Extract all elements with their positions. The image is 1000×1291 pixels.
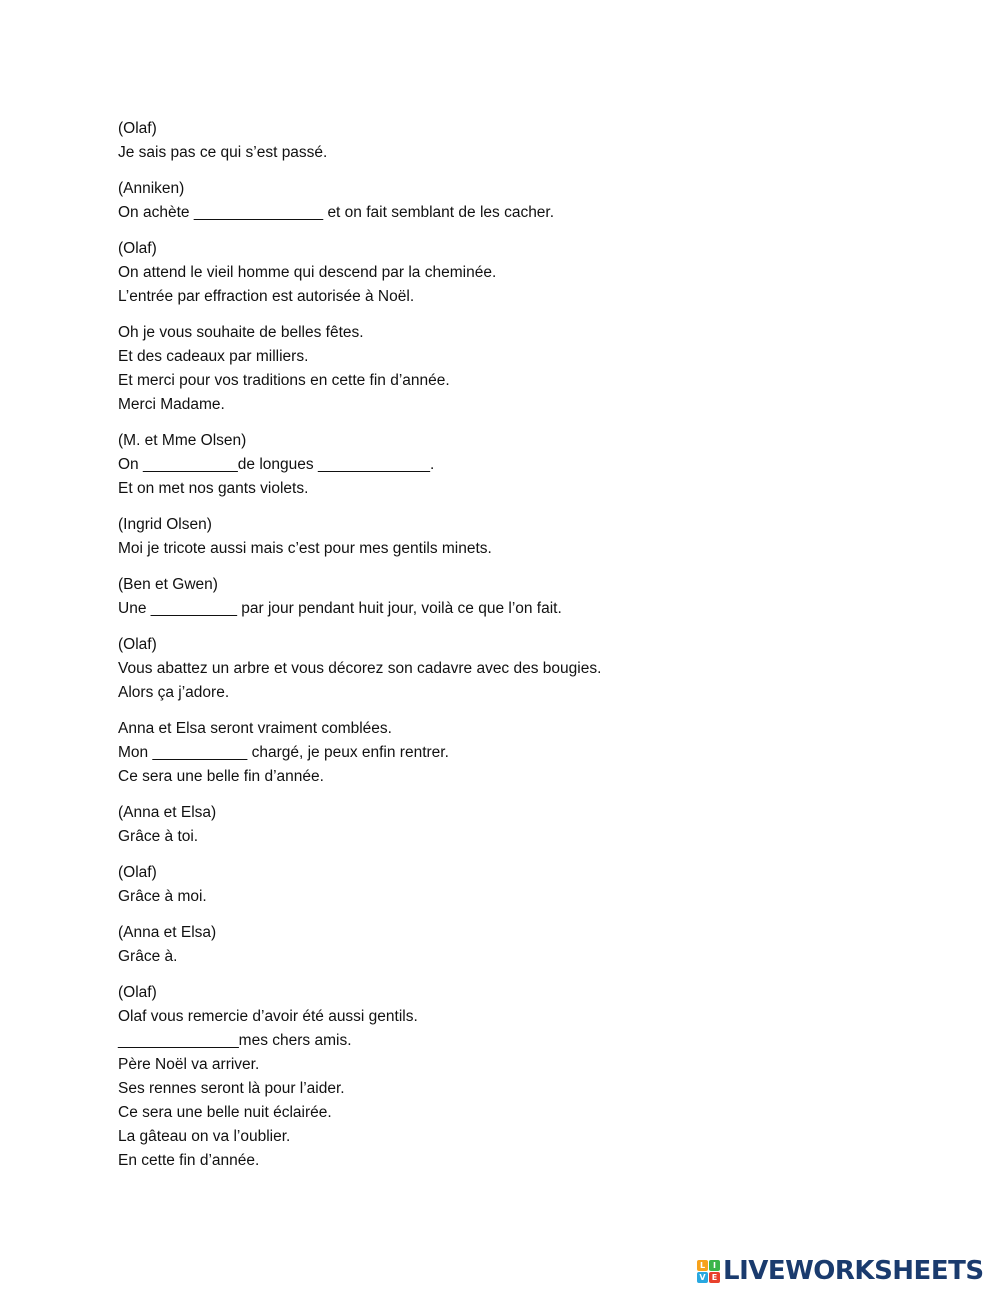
lyric-line: Grâce à toi.	[118, 828, 199, 845]
stanza	[118, 861, 878, 909]
lyric-line: Olaf vous remercie d’avoir été aussi gentils.	[118, 1008, 418, 1025]
logo-mark-cell: V	[697, 1272, 708, 1283]
stanza	[118, 117, 878, 165]
liveworksheets-logo	[697, 1255, 984, 1287]
lyric-line: Une __________ par jour pendant huit jour, voilà ce que l’on fait.	[118, 600, 562, 617]
stanza	[118, 801, 878, 849]
lyric-line: Ses rennes seront là pour l’aider.	[118, 1080, 345, 1097]
lyrics-text	[118, 117, 878, 1185]
stanza	[118, 717, 878, 789]
lyric-line: Anna et Elsa seront vraiment comblées.	[118, 720, 392, 737]
lyric-line: (Olaf)	[118, 120, 157, 137]
stanza	[118, 429, 878, 501]
lyric-line: Grâce à.	[118, 948, 178, 965]
lyric-line: (Olaf)	[118, 984, 157, 1001]
lyric-line: Et des cadeaux par milliers.	[118, 348, 309, 365]
stanza	[118, 573, 878, 621]
lyric-line: (Olaf)	[118, 240, 157, 257]
logo-wordmark: LIVEWORKSHEETS	[723, 1256, 984, 1286]
lyric-line: (Anniken)	[118, 180, 185, 197]
lyric-line: La gâteau on va l’oublier.	[118, 1128, 291, 1145]
logo-mark-cell: I	[709, 1260, 720, 1271]
lyric-line: Vous abattez un arbre et vous décorez son cadavre avec des bougies.	[118, 660, 602, 677]
logo-mark-cell: L	[697, 1260, 708, 1271]
lyric-line: On achète _______________ et on fait semblant de les cacher.	[118, 204, 555, 221]
lyric-line: On ___________de longues _____________.	[118, 456, 435, 473]
lyric-line: (Ben et Gwen)	[118, 576, 218, 593]
lyric-line: Et on met nos gants violets.	[118, 480, 309, 497]
stanza	[118, 177, 878, 225]
lyric-line: Alors ça j’adore.	[118, 684, 230, 701]
stanza	[118, 237, 878, 309]
lyric-line: Mon ___________ chargé, je peux enfin rentrer.	[118, 744, 449, 761]
stanza	[118, 981, 878, 1173]
stanza	[118, 513, 878, 561]
lyric-line: On attend le vieil homme qui descend par la cheminée.	[118, 264, 497, 281]
lyric-line: Moi je tricote aussi mais c’est pour mes gentils minets.	[118, 540, 492, 557]
lyric-line: Oh je vous souhaite de belles fêtes.	[118, 324, 364, 341]
logo-mark-cell: E	[709, 1272, 720, 1283]
lyric-line: (Anna et Elsa)	[118, 804, 217, 821]
lyric-line: Ce sera une belle nuit éclairée.	[118, 1104, 332, 1121]
lyric-line: (Olaf)	[118, 864, 157, 881]
stanza	[118, 321, 878, 417]
lyric-line: Merci Madame.	[118, 396, 225, 413]
lyric-line: Ce sera une belle fin d’année.	[118, 768, 324, 785]
lyric-line: ______________mes chers amis.	[118, 1032, 352, 1049]
lyric-line: Père Noël va arriver.	[118, 1056, 260, 1073]
lyric-line: Et merci pour vos traditions en cette fin d’année.	[118, 372, 450, 389]
lyric-line: En cette fin d’année.	[118, 1152, 260, 1169]
lyric-line: (Olaf)	[118, 636, 157, 653]
stanza	[118, 921, 878, 969]
lyric-line: (M. et Mme Olsen)	[118, 432, 247, 449]
lyric-line: Je sais pas ce qui s’est passé.	[118, 144, 328, 161]
liveworksheets-logo-icon	[697, 1260, 720, 1283]
stanza	[118, 633, 878, 705]
lyric-line: (Anna et Elsa)	[118, 924, 217, 941]
lyric-line: L’entrée par effraction est autorisée à Noël.	[118, 288, 415, 305]
lyric-line: (Ingrid Olsen)	[118, 516, 212, 533]
lyric-line: Grâce à moi.	[118, 888, 207, 905]
